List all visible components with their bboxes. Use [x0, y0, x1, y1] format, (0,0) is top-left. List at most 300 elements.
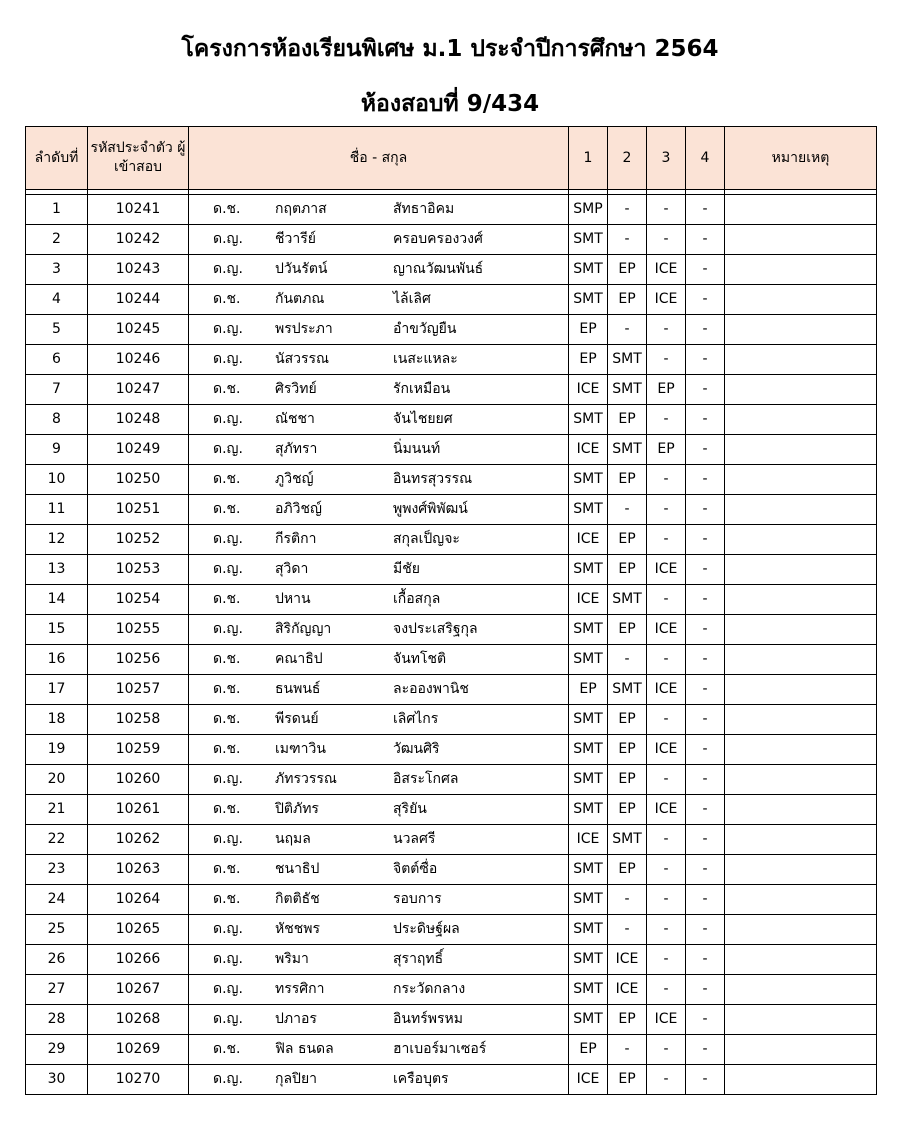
document-title: โครงการห้องเรียนพิเศษ ม.1 ประจำปีการศึกษา 2564: [181, 36, 719, 62]
cell-name: [189, 1065, 569, 1095]
cell-choice-4: -: [686, 645, 725, 675]
name-prefix: ด.ญ.: [213, 531, 243, 547]
cell-remark: [725, 195, 877, 225]
cell-choice-2: SMT: [608, 435, 647, 465]
last-name: เกื้อสกุล: [393, 591, 441, 607]
name-prefix: ด.ช.: [213, 741, 241, 757]
cell-name: [189, 555, 569, 585]
header-choice-2: 2: [608, 127, 647, 190]
cell-applicant-id: 10241: [88, 195, 189, 225]
cell-choice-3: -: [647, 345, 686, 375]
cell-applicant-id: 10246: [88, 345, 189, 375]
cell-choice-1: SMT: [569, 495, 608, 525]
cell-choice-4: -: [686, 345, 725, 375]
cell-choice-2: SMT: [608, 345, 647, 375]
first-name: ศิรวิทย์: [275, 381, 317, 397]
table-row: [26, 675, 877, 705]
cell-order: 23: [26, 855, 88, 885]
cell-name: [189, 885, 569, 915]
name-prefix: ด.ญ.: [213, 1011, 243, 1027]
name-prefix: ด.ช.: [213, 801, 241, 817]
cell-name: [189, 585, 569, 615]
name-prefix: ด.ช.: [213, 1041, 241, 1057]
cell-applicant-id: 10242: [88, 225, 189, 255]
cell-choice-3: -: [647, 1065, 686, 1095]
cell-choice-2: SMT: [608, 585, 647, 615]
cell-order: 28: [26, 1005, 88, 1035]
cell-choice-4: -: [686, 1035, 725, 1065]
cell-choice-3: -: [647, 525, 686, 555]
cell-choice-3: -: [647, 195, 686, 225]
cell-choice-4: -: [686, 825, 725, 855]
cell-applicant-id: 10269: [88, 1035, 189, 1065]
table-row: [26, 855, 877, 885]
cell-order: 21: [26, 795, 88, 825]
cell-choice-1: SMT: [569, 765, 608, 795]
first-name: ชีวารีย์: [275, 231, 316, 247]
first-name: หัชชพร: [275, 921, 320, 937]
header-choice-4: 4: [686, 127, 725, 190]
cell-remark: [725, 375, 877, 405]
cell-choice-2: ICE: [608, 945, 647, 975]
cell-choice-2: EP: [608, 795, 647, 825]
cell-name: [189, 825, 569, 855]
name-prefix: ด.ช.: [213, 681, 241, 697]
cell-choice-2: EP: [608, 465, 647, 495]
cell-remark: [725, 315, 877, 345]
cell-choice-3: -: [647, 885, 686, 915]
last-name: ประดิษฐ์ผล: [393, 921, 460, 937]
cell-choice-3: EP: [647, 375, 686, 405]
name-prefix: ด.ญ.: [213, 561, 243, 577]
cell-order: 22: [26, 825, 88, 855]
cell-choice-3: -: [647, 705, 686, 735]
name-prefix: ด.ช.: [213, 711, 241, 727]
last-name: นิ่มนนท์: [393, 441, 441, 457]
table-row: [26, 255, 877, 285]
cell-applicant-id: 10243: [88, 255, 189, 285]
cell-choice-1: SMT: [569, 255, 608, 285]
cell-remark: [725, 435, 877, 465]
cell-choice-1: SMT: [569, 885, 608, 915]
cell-choice-2: SMT: [608, 375, 647, 405]
cell-name: [189, 915, 569, 945]
cell-choice-2: EP: [608, 405, 647, 435]
table-row: [26, 915, 877, 945]
cell-remark: [725, 285, 877, 315]
name-prefix: ด.ญ.: [213, 321, 243, 337]
cell-applicant-id: 10268: [88, 1005, 189, 1035]
cell-choice-4: -: [686, 915, 725, 945]
cell-remark: [725, 1035, 877, 1065]
cell-remark: [725, 705, 877, 735]
last-name: อิสระโกศล: [393, 771, 459, 787]
first-name: สิริกัญญา: [275, 621, 332, 637]
cell-choice-1: SMT: [569, 945, 608, 975]
last-name: จงประเสริฐกุล: [393, 621, 478, 637]
cell-order: 30: [26, 1065, 88, 1095]
name-prefix: ด.ญ.: [213, 411, 243, 427]
cell-order: 18: [26, 705, 88, 735]
table-row: [26, 525, 877, 555]
cell-choice-3: -: [647, 405, 686, 435]
cell-choice-4: -: [686, 585, 725, 615]
cell-choice-4: -: [686, 765, 725, 795]
cell-order: 15: [26, 615, 88, 645]
cell-order: 19: [26, 735, 88, 765]
last-name: รักเหมือน: [393, 381, 451, 397]
last-name: ญาณวัฒนพันธ์: [393, 261, 484, 277]
cell-choice-1: SMT: [569, 645, 608, 675]
header-order: ลำดับที่: [26, 127, 88, 190]
table-row: [26, 795, 877, 825]
cell-order: 24: [26, 885, 88, 915]
cell-choice-2: EP: [608, 855, 647, 885]
cell-choice-3: ICE: [647, 555, 686, 585]
header-name: ชื่อ - สกุล: [189, 127, 569, 190]
cell-name: [189, 195, 569, 225]
cell-choice-4: -: [686, 435, 725, 465]
table-row: [26, 705, 877, 735]
first-name: ฟิล ธนดล: [275, 1041, 334, 1057]
cell-applicant-id: 10251: [88, 495, 189, 525]
cell-choice-2: SMT: [608, 825, 647, 855]
cell-remark: [725, 465, 877, 495]
cell-choice-1: EP: [569, 315, 608, 345]
cell-choice-3: -: [647, 915, 686, 945]
cell-name: [189, 495, 569, 525]
cell-choice-2: EP: [608, 1065, 647, 1095]
cell-choice-3: ICE: [647, 795, 686, 825]
cell-remark: [725, 225, 877, 255]
cell-remark: [725, 525, 877, 555]
cell-order: 16: [26, 645, 88, 675]
cell-applicant-id: 10254: [88, 585, 189, 615]
cell-choice-4: -: [686, 1005, 725, 1035]
cell-choice-1: SMT: [569, 1005, 608, 1035]
cell-order: 11: [26, 495, 88, 525]
cell-choice-3: ICE: [647, 255, 686, 285]
last-name: ไล้เลิศ: [393, 291, 431, 307]
last-name: รอบการ: [393, 891, 442, 907]
cell-applicant-id: 10261: [88, 795, 189, 825]
cell-choice-4: -: [686, 885, 725, 915]
cell-applicant-id: 10245: [88, 315, 189, 345]
cell-remark: [725, 795, 877, 825]
table-header-row: [26, 127, 877, 190]
cell-order: 4: [26, 285, 88, 315]
cell-choice-2: -: [608, 915, 647, 945]
cell-applicant-id: 10252: [88, 525, 189, 555]
cell-applicant-id: 10270: [88, 1065, 189, 1095]
cell-choice-2: EP: [608, 525, 647, 555]
last-name: สุราฤทธิ์: [393, 951, 444, 967]
cell-choice-2: -: [608, 225, 647, 255]
table-row: [26, 195, 877, 225]
name-prefix: ด.ช.: [213, 861, 241, 877]
cell-choice-2: SMT: [608, 675, 647, 705]
first-name: ปหาน: [275, 591, 311, 607]
cell-remark: [725, 855, 877, 885]
first-name: พรประภา: [275, 321, 333, 337]
cell-choice-3: -: [647, 945, 686, 975]
cell-name: [189, 675, 569, 705]
cell-applicant-id: 10263: [88, 855, 189, 885]
first-name: ชนาธิป: [275, 861, 320, 877]
last-name: อินทร์พรหม: [393, 1011, 463, 1027]
first-name: สุวิดา: [275, 561, 309, 577]
first-name: พีรดนย์: [275, 711, 319, 727]
cell-choice-1: SMT: [569, 465, 608, 495]
cell-choice-4: -: [686, 405, 725, 435]
cell-choice-4: -: [686, 465, 725, 495]
cell-name: [189, 255, 569, 285]
table-row: [26, 495, 877, 525]
table-row: [26, 975, 877, 1005]
cell-remark: [725, 735, 877, 765]
cell-applicant-id: 10267: [88, 975, 189, 1005]
name-prefix: ด.ช.: [213, 471, 241, 487]
first-name: คณาธิป: [275, 651, 323, 667]
name-prefix: ด.ญ.: [213, 261, 243, 277]
name-prefix: ด.ช.: [213, 501, 241, 517]
first-name: กฤตภาส: [275, 201, 327, 217]
last-name: จันไชยยศ: [393, 411, 453, 427]
cell-order: 9: [26, 435, 88, 465]
cell-choice-1: SMP: [569, 195, 608, 225]
cell-choice-2: EP: [608, 765, 647, 795]
cell-choice-1: ICE: [569, 825, 608, 855]
first-name: อภิวิชญ์: [275, 501, 322, 517]
first-name: ภูวิชญ์: [275, 471, 314, 487]
last-name: สัทธาอิคม: [393, 201, 455, 217]
table-row: [26, 585, 877, 615]
first-name: ปวันรัตน์: [275, 261, 328, 277]
cell-remark: [725, 585, 877, 615]
last-name: กระวัดกลาง: [393, 981, 466, 997]
cell-name: [189, 435, 569, 465]
cell-choice-2: -: [608, 1035, 647, 1065]
last-name: ละอองพานิช: [393, 681, 469, 697]
header-id: รหัสประจำตัว ผู้เข้าสอบ: [88, 127, 189, 190]
table-row: [26, 945, 877, 975]
cell-name: [189, 795, 569, 825]
cell-name: [189, 345, 569, 375]
name-prefix: ด.ช.: [213, 591, 241, 607]
cell-choice-2: EP: [608, 555, 647, 585]
cell-remark: [725, 255, 877, 285]
table-row: [26, 375, 877, 405]
table-row: [26, 645, 877, 675]
table-row: [26, 555, 877, 585]
cell-applicant-id: 10266: [88, 945, 189, 975]
table-row: [26, 435, 877, 465]
first-name: สุภัทรา: [275, 441, 318, 457]
cell-choice-2: -: [608, 645, 647, 675]
cell-order: 10: [26, 465, 88, 495]
name-prefix: ด.ญ.: [213, 231, 243, 247]
table-row: [26, 825, 877, 855]
cell-order: 20: [26, 765, 88, 795]
cell-choice-3: -: [647, 225, 686, 255]
cell-name: [189, 465, 569, 495]
table-row: [26, 345, 877, 375]
cell-choice-4: -: [686, 675, 725, 705]
first-name: ปิติภัทร: [275, 801, 319, 817]
cell-order: 13: [26, 555, 88, 585]
cell-choice-4: -: [686, 255, 725, 285]
header-remark: หมายเหตุ: [725, 127, 877, 190]
cell-name: [189, 765, 569, 795]
table-row: [26, 285, 877, 315]
cell-choice-1: SMT: [569, 705, 608, 735]
last-name: ครอบครองวงศ์: [393, 231, 483, 247]
last-name: จิตต์ซื่อ: [393, 861, 438, 877]
cell-choice-3: -: [647, 465, 686, 495]
cell-applicant-id: 10249: [88, 435, 189, 465]
cell-name: [189, 1035, 569, 1065]
first-name: กีรติกา: [275, 531, 317, 547]
cell-choice-2: EP: [608, 735, 647, 765]
cell-choice-3: ICE: [647, 1005, 686, 1035]
table-row: [26, 735, 877, 765]
cell-choice-2: EP: [608, 615, 647, 645]
name-prefix: ด.ญ.: [213, 951, 243, 967]
cell-choice-4: -: [686, 615, 725, 645]
cell-remark: [725, 645, 877, 675]
first-name: กิตติธัช: [275, 891, 320, 907]
name-prefix: ด.ญ.: [213, 921, 243, 937]
cell-choice-4: -: [686, 315, 725, 345]
cell-applicant-id: 10255: [88, 615, 189, 645]
first-name: พริมา: [275, 951, 309, 967]
first-name: ปภาอร: [275, 1011, 317, 1027]
table-row: [26, 1005, 877, 1035]
cell-applicant-id: 10244: [88, 285, 189, 315]
cell-order: 17: [26, 675, 88, 705]
last-name: สุริยัน: [393, 801, 427, 817]
cell-choice-1: EP: [569, 345, 608, 375]
cell-choice-3: -: [647, 645, 686, 675]
last-name: เครือบุตร: [393, 1071, 449, 1087]
cell-choice-4: -: [686, 975, 725, 1005]
cell-name: [189, 315, 569, 345]
cell-remark: [725, 555, 877, 585]
cell-choice-2: ICE: [608, 975, 647, 1005]
last-name: มีชัย: [393, 561, 420, 577]
cell-order: 25: [26, 915, 88, 945]
cell-remark: [725, 915, 877, 945]
cell-choice-1: SMT: [569, 615, 608, 645]
cell-applicant-id: 10260: [88, 765, 189, 795]
cell-order: 2: [26, 225, 88, 255]
cell-order: 26: [26, 945, 88, 975]
cell-choice-4: -: [686, 945, 725, 975]
cell-choice-4: -: [686, 735, 725, 765]
cell-choice-3: -: [647, 585, 686, 615]
last-name: เลิศไกร: [393, 711, 439, 727]
cell-choice-2: -: [608, 195, 647, 225]
cell-name: [189, 405, 569, 435]
cell-name: [189, 525, 569, 555]
cell-choice-4: -: [686, 525, 725, 555]
cell-choice-1: SMT: [569, 915, 608, 945]
name-prefix: ด.ญ.: [213, 831, 243, 847]
cell-name: [189, 285, 569, 315]
cell-choice-4: -: [686, 375, 725, 405]
last-name: ฮาเบอร์มาเซอร์: [393, 1041, 487, 1057]
last-name: นวลศรี: [393, 831, 436, 847]
cell-order: 7: [26, 375, 88, 405]
last-name: จันทโชติ: [393, 651, 447, 667]
name-prefix: ด.ช.: [213, 891, 241, 907]
cell-remark: [725, 405, 877, 435]
cell-choice-4: -: [686, 285, 725, 315]
name-prefix: ด.ญ.: [213, 771, 243, 787]
table-row: [26, 615, 877, 645]
cell-choice-4: -: [686, 555, 725, 585]
cell-choice-1: SMT: [569, 285, 608, 315]
table-row: [26, 885, 877, 915]
name-prefix: ด.ญ.: [213, 351, 243, 367]
cell-choice-4: -: [686, 1065, 725, 1095]
name-prefix: ด.ช.: [213, 291, 241, 307]
cell-applicant-id: 10258: [88, 705, 189, 735]
applicant-table: [25, 126, 877, 1095]
name-prefix: ด.ญ.: [213, 981, 243, 997]
cell-applicant-id: 10256: [88, 645, 189, 675]
cell-applicant-id: 10248: [88, 405, 189, 435]
cell-applicant-id: 10247: [88, 375, 189, 405]
cell-choice-2: -: [608, 315, 647, 345]
exam-room-title: ห้องสอบที่ 9/434: [360, 91, 540, 117]
cell-name: [189, 945, 569, 975]
cell-choice-4: -: [686, 195, 725, 225]
name-prefix: ด.ญ.: [213, 1071, 243, 1087]
cell-order: 29: [26, 1035, 88, 1065]
cell-choice-1: SMT: [569, 735, 608, 765]
cell-order: 27: [26, 975, 88, 1005]
name-prefix: ด.ญ.: [213, 621, 243, 637]
cell-remark: [725, 945, 877, 975]
last-name: เนสะแหละ: [393, 351, 458, 367]
cell-choice-1: SMT: [569, 975, 608, 1005]
cell-applicant-id: 10257: [88, 675, 189, 705]
table-row: [26, 1065, 877, 1095]
cell-order: 8: [26, 405, 88, 435]
cell-remark: [725, 885, 877, 915]
first-name: ภัทรวรรณ: [275, 771, 337, 787]
cell-name: [189, 645, 569, 675]
cell-name: [189, 735, 569, 765]
cell-remark: [725, 765, 877, 795]
cell-order: 1: [26, 195, 88, 225]
cell-choice-3: -: [647, 765, 686, 795]
first-name: นัสวรรณ: [275, 351, 330, 367]
last-name: อินทรสุวรรณ: [393, 471, 473, 487]
cell-choice-1: ICE: [569, 375, 608, 405]
last-name: สกุลเป็ญจะ: [393, 531, 460, 547]
cell-choice-3: ICE: [647, 615, 686, 645]
cell-choice-1: EP: [569, 1035, 608, 1065]
header-choice-3: 3: [647, 127, 686, 190]
cell-order: 5: [26, 315, 88, 345]
cell-choice-1: ICE: [569, 525, 608, 555]
cell-name: [189, 855, 569, 885]
cell-choice-1: SMT: [569, 855, 608, 885]
cell-choice-1: SMT: [569, 795, 608, 825]
cell-choice-1: SMT: [569, 405, 608, 435]
